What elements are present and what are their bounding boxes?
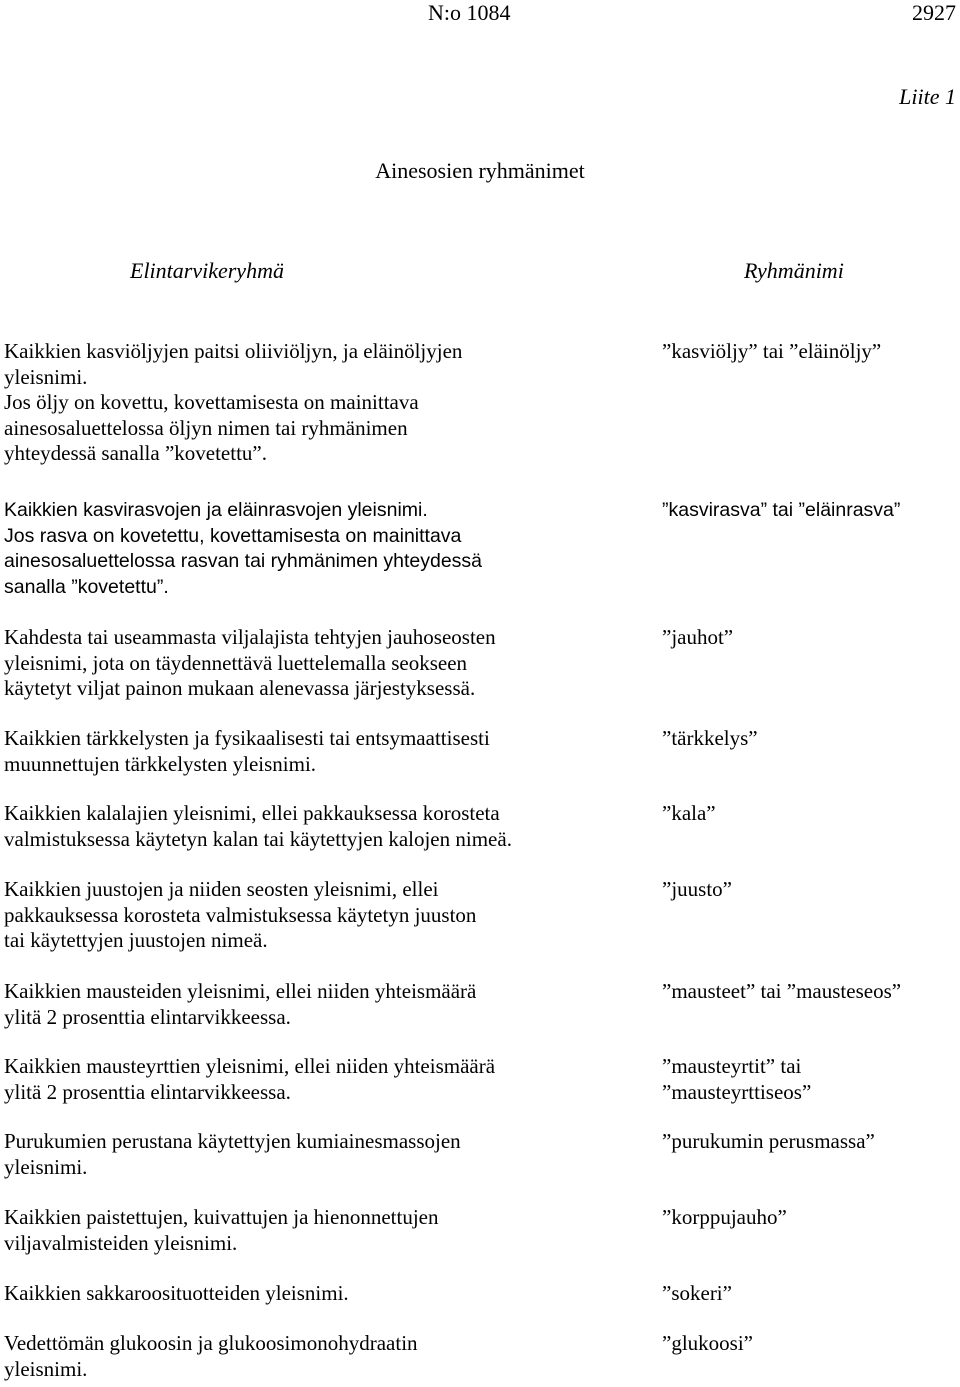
document-title: Ainesosien ryhmänimet (375, 158, 585, 183)
row-group-name: ”mausteet” tai ”mausteseos” (662, 979, 902, 1003)
row-description: Purukumien perustana käytettyjen kumiainesmassojen yleisnimi. (4, 1129, 461, 1179)
row-group-name: ”kala” (662, 801, 716, 825)
row-group-name: ”juusto” (662, 877, 732, 901)
row-description: Kaikkien tärkkelysten ja fysikaalisesti tai entsymaattisesti muunnettujen tärkkelysten yleisnimi. (4, 726, 490, 776)
page-number: N:o 1084 (428, 0, 511, 25)
row-description: Kaikkien juustojen ja niiden seosten yleisnimi, ellei pakkauksessa korosteta valmistuksessa käytetyn juuston tai käytettyjen juustojen nimeä. (4, 877, 477, 952)
page-count: 2927 (912, 0, 956, 25)
column-header-food-group: Elintarvikeryhmä (130, 258, 284, 283)
row-group-name: ”purukumin perusmassa” (662, 1129, 875, 1153)
row-group-name: ”glukoosi” (662, 1331, 753, 1355)
row-description: Kaikkien mausteiden yleisnimi, ellei niiden yhteismäärä ylitä 2 prosenttia elintarvikkeessa. (4, 979, 477, 1029)
row-group-name: ”tärkkelys” (662, 726, 758, 750)
row-group-name: ”sokeri” (662, 1281, 732, 1305)
appendix-label: Liite 1 (899, 84, 956, 109)
row-description: Kaikkien sakkaroosituotteiden yleisnimi. (4, 1281, 349, 1305)
row-group-name: ”mausteyrtit” tai ”mausteyrttiseos” (662, 1054, 812, 1104)
row-description: Kaikkien kasvirasvojen ja eläinrasvojen yleisnimi. Jos rasva on kovetettu, kovettamisesta on mainittava ainesosaluettelossa rasvan tai ryhmänimen yhteydessä sanalla ”kovetettu”. (4, 499, 483, 598)
row-group-name: ”kasvirasva” tai ”eläinrasva” (662, 499, 901, 521)
row-group-name: ”korppujauho” (662, 1205, 787, 1229)
row-description: Kaikkien kasviöljyjen paitsi oliiviöljyn, ja eläinöljyjen yleisnimi. Jos öljy on kovettu, kovettamisesta on mainittava ainesosaluettelossa öljyn nimen tai ryhmänimen yhteydessä sanalla ”kovetettu”. (4, 339, 463, 465)
column-header-group-name: Ryhmänimi (744, 258, 844, 283)
row-description: Vedettömän glukoosin ja glukoosimonohydraatin yleisnimi. (4, 1331, 418, 1381)
row-description: Kaikkien mausteyrttien yleisnimi, ellei niiden yhteismäärä ylitä 2 prosenttia elintarvikkeessa. (4, 1054, 496, 1104)
row-group-name: ”jauhot” (662, 625, 734, 649)
row-group-name: ”kasviöljy” tai ”eläinöljy” (662, 339, 882, 363)
row-description: Kaikkien paistettujen, kuivattujen ja hienonnettujen viljavalmisteiden yleisnimi. (4, 1205, 439, 1255)
row-description: Kaikkien kalalajien yleisnimi, ellei pakkauksessa korosteta valmistuksessa käytetyn kalan tai käytettyjen kalojen nimeä. (4, 801, 512, 851)
row-description: Kahdesta tai useammasta viljalajista tehtyjen jauhoseosten yleisnimi, jota on täydennettävä luettelemalla seokseen käytetyt viljat painon mukaan alenevassa järjestyksessä. (4, 625, 496, 700)
